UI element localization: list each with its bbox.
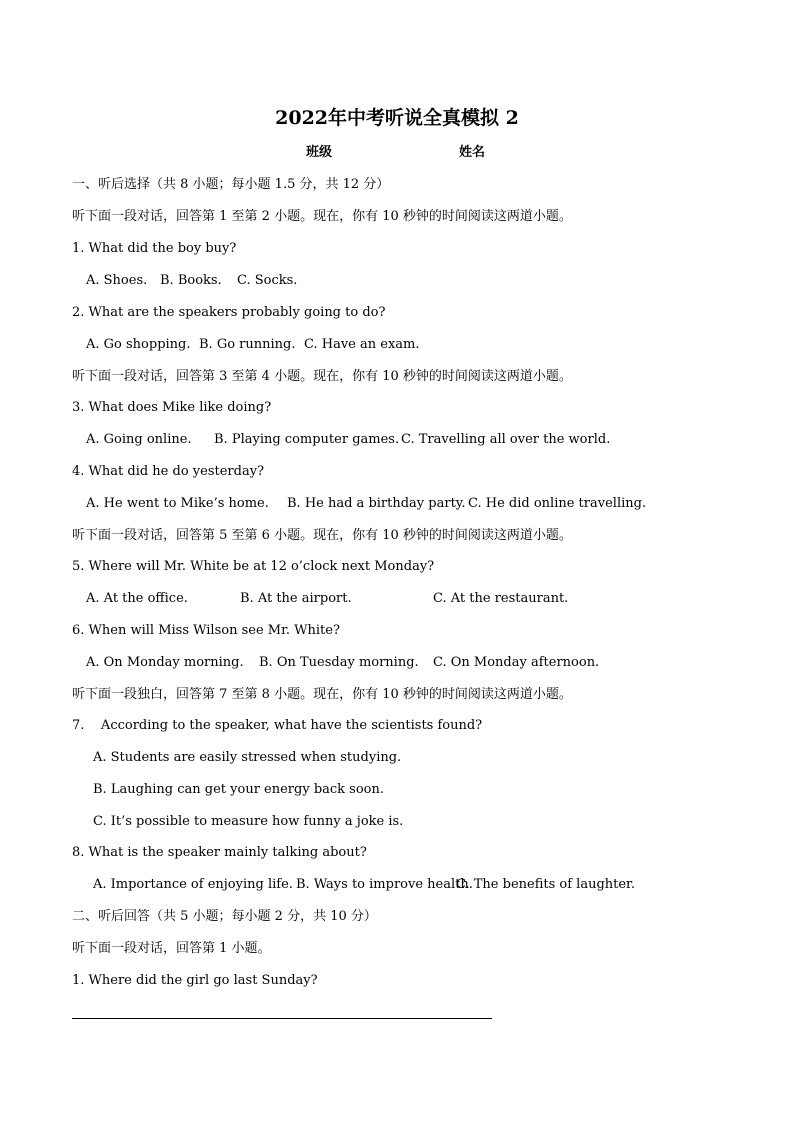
question-3-options	[86, 432, 610, 448]
question-2-option-c: C. Have an exam.	[304, 337, 420, 352]
question-4-option-b: B. He had a birthday party.	[287, 496, 466, 511]
question-6-option-c: C. On Monday afternoon.	[433, 655, 600, 670]
question-7-option-a: A. Students are easily stressed when studying.	[93, 750, 402, 765]
question-6-option-b: B. On Tuesday morning.	[259, 655, 419, 670]
question-3-option-c: C. Travelling all over the world.	[401, 432, 611, 447]
question-5-stem: 5. Where will Mr. White be at 12 o’clock next Monday?	[72, 559, 435, 574]
question-2-options	[86, 337, 420, 353]
question-7-option-c: C. It’s possible to measure how funny a joke is.	[93, 814, 404, 829]
question-2-stem: 2. What are the speakers probably going to do?	[72, 305, 386, 320]
group1-instruction: 听下面一段对话，回答第 1 至第 2 小题。现在，你有 10 秒钟的时间阅读这两道小题。	[72, 209, 572, 224]
page-title: 2022年中考听说全真模拟 2	[275, 107, 519, 129]
group4-instruction: 听下面一段独白，回答第 7 至第 8 小题。现在，你有 10 秒钟的时间阅读这两道小题。	[72, 687, 572, 702]
question-3-stem: 3. What does Mike like doing?	[72, 400, 272, 415]
group3-instruction: 听下面一段对话，回答第 5 至第 6 小题。现在，你有 10 秒钟的时间阅读这两道小题。	[72, 528, 572, 543]
question-2-option-b: B. Go running.	[199, 337, 296, 352]
question-8-option-b: B. Ways to improve health.	[296, 877, 473, 892]
question-4-option-a: A. He went to Mike’s home.	[86, 496, 269, 511]
question-1-option-a: A. Shoes.	[86, 273, 148, 288]
question-4-options	[86, 496, 646, 512]
question-4-option-c: C. He did online travelling.	[468, 496, 647, 511]
section2-instruction: 听下面一段对话，回答第 1 小题。	[72, 941, 271, 956]
section2-heading: 二、听后回答（共 5 小题；每小题 2 分，共 10 分）	[72, 909, 377, 924]
question-8-options	[93, 877, 635, 893]
question-8-option-a: A. Importance of enjoying life.	[93, 877, 293, 892]
question-7-option-b: B. Laughing can get your energy back soon.	[93, 782, 385, 797]
question-1-option-b: B. Books.	[160, 273, 222, 288]
class-label: 班级	[306, 145, 333, 160]
name-label: 姓名	[459, 145, 486, 160]
section2-question-1-stem: 1. Where did the girl go last Sunday?	[72, 973, 318, 988]
question-5-option-c: C. At the restaurant.	[433, 591, 569, 606]
question-5-options	[86, 591, 568, 607]
question-8-option-c: C. The benefits of laughter.	[456, 877, 635, 892]
question-3-option-a: A. Going online.	[86, 432, 192, 447]
question-5-option-a: A. At the office.	[86, 591, 188, 606]
question-2-option-a: A. Go shopping.	[86, 337, 191, 352]
question-5-option-b: B. At the airport.	[240, 591, 352, 606]
question-3-option-b: B. Playing computer games.	[214, 432, 400, 447]
group2-instruction: 听下面一段对话，回答第 3 至第 4 小题。现在，你有 10 秒钟的时间阅读这两道小题。	[72, 369, 572, 384]
answer-line[interactable]	[72, 1018, 492, 1019]
question-1-options	[86, 273, 297, 289]
question-6-stem: 6. When will Miss Wilson see Mr. White?	[72, 623, 340, 638]
question-7-stem: 7. According to the speaker, what have the scientists found?	[72, 718, 483, 733]
question-8-stem: 8. What is the speaker mainly talking about?	[72, 845, 367, 860]
section1-heading: 一、听后选择（共 8 小题；每小题 1.5 分，共 12 分）	[72, 177, 390, 192]
question-6-option-a: A. On Monday morning.	[86, 655, 244, 670]
question-4-stem: 4. What did he do yesterday?	[72, 464, 265, 479]
question-1-option-c: C. Socks.	[237, 273, 298, 288]
question-6-options	[86, 655, 599, 671]
question-1-stem: 1. What did the boy buy?	[72, 241, 237, 256]
